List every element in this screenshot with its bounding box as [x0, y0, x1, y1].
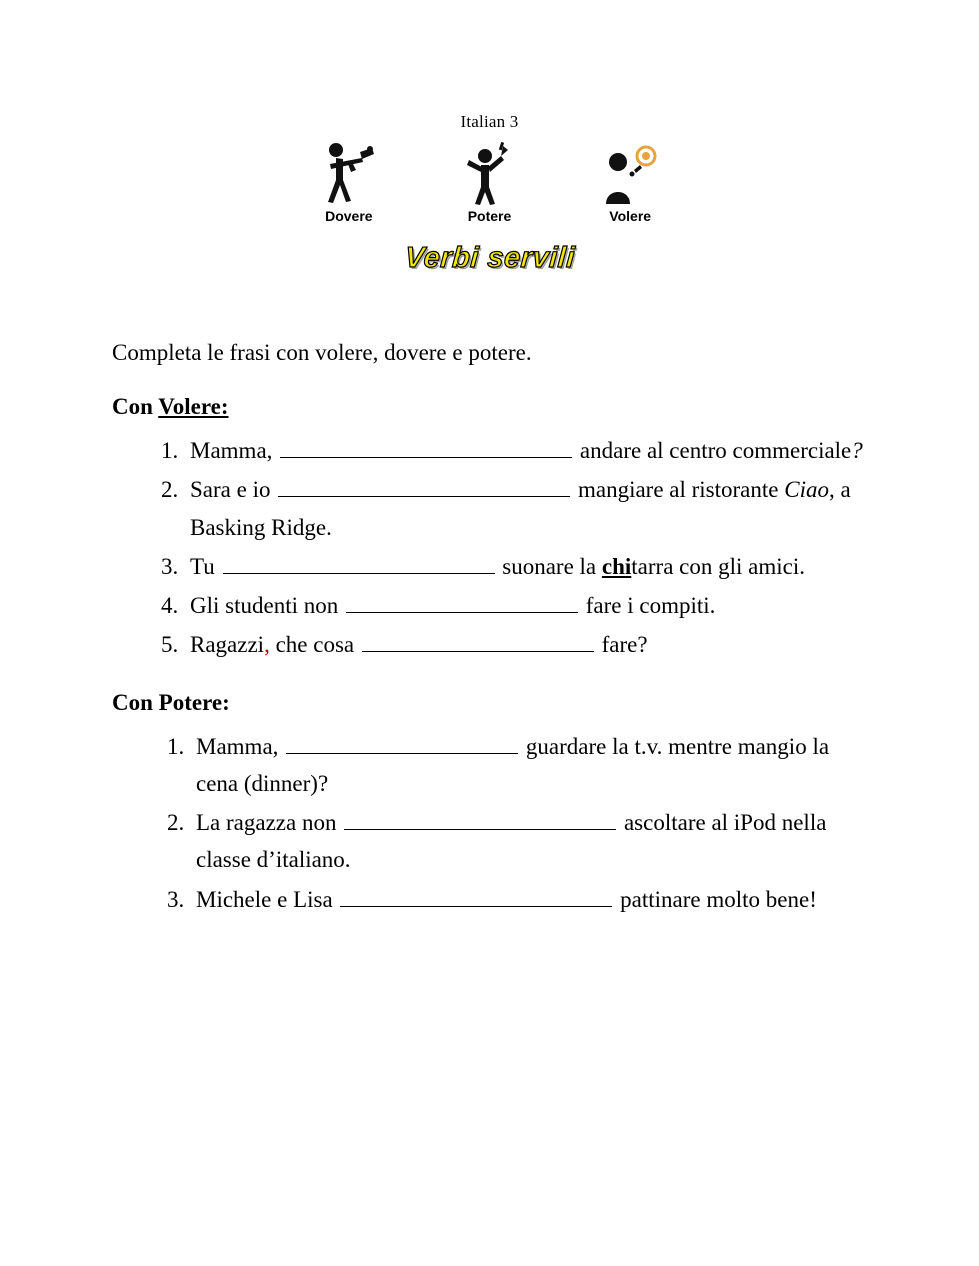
- list-item: [190, 728, 867, 803]
- clipart-label-dovere: Dovere: [325, 208, 373, 224]
- section-heading-volere: [112, 394, 867, 420]
- item-text-pre: Michele e Lisa: [196, 886, 339, 912]
- item-text-post: fare?: [601, 632, 648, 658]
- item-text-post: andare al centro commerciale: [579, 438, 852, 464]
- item-text-post2: , a Basking Ridge.: [190, 477, 851, 540]
- answer-blank[interactable]: [340, 886, 612, 907]
- section-heading-prefix: Con Potere:: [112, 689, 230, 715]
- list-item: [184, 587, 867, 624]
- person-thinking-icon: [594, 140, 666, 206]
- list-item: [184, 548, 867, 585]
- item-text-pre: Ragazzi: [190, 632, 265, 658]
- answer-blank[interactable]: [344, 809, 616, 830]
- answer-blank[interactable]: [286, 733, 518, 754]
- course-title: Italian 3: [460, 112, 519, 131]
- clipart-dovere: [305, 140, 394, 224]
- answer-blank[interactable]: [223, 553, 495, 574]
- item-text-pre: Sara e io: [190, 477, 277, 503]
- answer-blank[interactable]: [278, 476, 570, 497]
- item-text-post2: tarra con gli amici.: [631, 553, 805, 579]
- item-text-pre: Mamma,: [190, 438, 273, 464]
- item-text-post: ascoltare al iPod nella classe d’italiano.: [196, 810, 827, 873]
- section-heading-prefix: Con: [112, 394, 159, 420]
- wordart-title: Verbi servili: [403, 242, 576, 274]
- item-text-tail: ?: [851, 438, 863, 464]
- person-with-tool-icon: [310, 140, 388, 206]
- item-text-pre: La ragazza non: [196, 810, 343, 836]
- section-heading-potere: [112, 690, 867, 716]
- list-item: [184, 626, 867, 663]
- exercise-list-volere: [112, 432, 867, 664]
- item-text-post: pattinare molto bene!: [620, 886, 817, 912]
- item-text-italic: Ciao: [784, 477, 829, 503]
- list-item: [190, 881, 867, 918]
- item-text-post: suonare la: [502, 553, 602, 579]
- wordart-title-wrap: [112, 240, 867, 277]
- document-header: [112, 0, 867, 277]
- item-text-pre: Mamma,: [196, 733, 279, 759]
- answer-blank[interactable]: [346, 592, 578, 613]
- clipart-potere: [445, 140, 534, 224]
- answer-blank[interactable]: [362, 631, 594, 652]
- list-item: [184, 432, 867, 469]
- answer-blank[interactable]: [280, 437, 572, 458]
- item-text-pre: Gli studenti non: [190, 593, 344, 619]
- clipart-label-volere: Volere: [609, 208, 652, 224]
- list-item: [190, 804, 867, 879]
- exercise-list-potere: [112, 728, 867, 918]
- list-item: [184, 471, 867, 546]
- item-text-pre: Tu: [190, 553, 221, 579]
- clipart-row: [305, 140, 675, 224]
- item-text-post: fare i compiti.: [585, 593, 716, 619]
- item-text-emphasis: chi: [601, 553, 632, 579]
- section-heading-underlined: Volere:: [158, 394, 229, 420]
- clipart-volere: [586, 140, 675, 224]
- item-text-post: guardare la t.v. mentre mangio la cena (dinner)?: [196, 733, 830, 796]
- item-text-pre2: che cosa: [269, 632, 360, 658]
- person-raising-arms-icon: [459, 140, 521, 206]
- item-text-comma: ,: [264, 632, 270, 658]
- item-text-post: mangiare al ristorante: [577, 477, 785, 503]
- instructions-text: Completa le frasi con volere, dovere e potere.: [112, 340, 532, 365]
- clipart-label-potere: Potere: [467, 208, 512, 224]
